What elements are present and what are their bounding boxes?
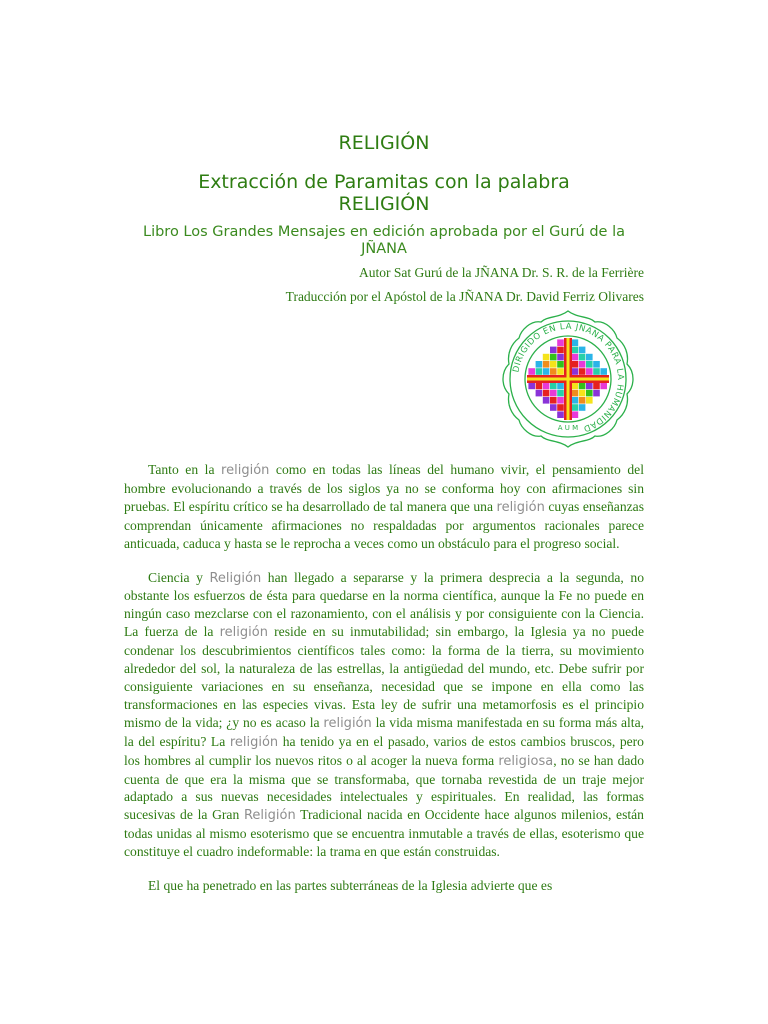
mosaic-tile (557, 397, 564, 404)
mosaic-tile (543, 390, 550, 397)
mosaic-tile (579, 404, 586, 411)
mosaic-tile (572, 339, 579, 346)
mosaic-tile (579, 368, 586, 375)
mosaic-tile (536, 368, 543, 375)
mosaic-tile (557, 347, 564, 354)
translation-line: Traducción por el Apóstol de la JÑANA Dr. David Ferriz Olivares (285, 289, 644, 304)
mosaic-tile (543, 354, 550, 361)
mosaic-tile (572, 347, 579, 354)
mosaic-tile (543, 397, 550, 404)
mosaic-tile (543, 383, 550, 390)
emblem-cross (527, 338, 609, 420)
mosaic-tile (586, 397, 593, 404)
mosaic-tile (536, 361, 543, 368)
paragraph-1: Tanto en la religión como en todas las líneas del humano vivir, el pensamiento del hombre evolucionando a través de los siglos ya no se conforma hoy con afirmaciones sin pruebas. El espíritu crítico se ha desarrollado de tal manera que una religión cuyas enseñanzas comprendan únicamente afirmaciones no respaldadas por argumentos racionales parece anticuada, caduca y hasta se le reprocha a veces como un obstáculo para el progreso social. (124, 462, 644, 551)
keyword-religion: religión (221, 463, 270, 478)
mosaic-tile (557, 383, 564, 390)
keyword-religion: religión (323, 715, 372, 731)
keyword-religion: religiosa (498, 753, 554, 769)
book-line-1: Libro Los Grandes Mensajes en edición aprobada por el Gurú de la (142, 224, 625, 240)
keyword-religion: religión (496, 499, 545, 515)
mosaic-tile (572, 383, 579, 390)
mosaic-tile (572, 397, 579, 404)
mosaic-tile (586, 390, 593, 397)
mosaic-tile (579, 361, 586, 368)
mosaic-tile (586, 361, 593, 368)
mosaic-tile (528, 368, 535, 375)
mosaic-tile (586, 368, 593, 375)
mosaic-tile (550, 383, 557, 390)
document-title: RELIGIÓN (338, 132, 430, 154)
mosaic-tile (600, 383, 607, 390)
paragraph-2: Ciencia y Religión han llegado a separarse y la primera desprecia a la segunda, no obstante los esfuerzos de ésta para quedarse en la norma científica, aunque la Fe no puede en ningún caso mezclarse con el razonamiento, con el análisis y por consiguiente con la Ciencia. La fuerza de la religión reside en su inmutabilidad; sin embargo, la Iglesia ya no puede condenar los descubrimientos científicos tales como: la forma de la tierra, su movimiento alrededor del sol, la naturaleza de las estrellas, la antigüedad del mundo, etc. Debe sufrir por consiguiente variaciones en su enseñanza, necesidad que se impone en ella como las transformaciones en las especies vivas. Esta ley de sufrir una metamorfosis es el principio mismo de la vida; ¿y no es acaso la religión la vida misma manifestada en su forma más alta, la del espíritu? La religión ha tenido ya en el pasado, varios de estos cambios bruscos, pero los hombres al cumplir los nuevos ritos o al acoger la nueva forma religiosa, no se han dado cuenta de que era la misma que se transformaba, que tornaba revestida de un traje mejor adaptado a sus nuevas necesidades intelectuales y espirituales. En realidad, las formas sucesivas de la Gran Religión Tradicional nacida en Occidente hace algunos milenios, están todas unidas al mismo esoterismo que se encuentra inmutable a través de ellas, esoterismo que constituye el cuadro indeformable: la trama en que están construidas. (124, 569, 645, 860)
mosaic-tile (586, 354, 593, 361)
mosaic-tile (572, 361, 579, 368)
mosaic-tile (550, 368, 557, 375)
mosaic-tile (543, 361, 550, 368)
mosaic-tile (579, 347, 586, 354)
mosaic-tile (579, 397, 586, 404)
jnana-emblem-logo (497, 308, 639, 450)
mosaic-tile (593, 368, 600, 375)
mosaic-tile (536, 390, 543, 397)
mosaic-tile (572, 390, 579, 397)
subtitle-line-2: RELIGIÓN (338, 193, 430, 215)
mosaic-tile (557, 390, 564, 397)
mosaic-tile (593, 383, 600, 390)
mosaic-tile (536, 383, 543, 390)
mosaic-tile (550, 361, 557, 368)
mosaic-tile (572, 411, 579, 418)
mosaic-tile (550, 347, 557, 354)
mosaic-tile (579, 390, 586, 397)
mosaic-tile (543, 368, 550, 375)
mosaic-tile (550, 390, 557, 397)
mosaic-tile (572, 368, 579, 375)
mosaic-tile (557, 368, 564, 375)
mosaic-tile (528, 383, 535, 390)
author-line: Autor Sat Gurú de la JÑANA Dr. S. R. de la Ferrière (359, 265, 644, 280)
mosaic-tile (550, 397, 557, 404)
mosaic-tile (593, 390, 600, 397)
body-text (124, 461, 644, 911)
keyword-religion: Religión (243, 808, 296, 824)
mosaic-tile (557, 404, 564, 411)
paragraph-3: El que ha penetrado en las partes subterráneas de la Iglesia advierte que es (148, 878, 553, 894)
mosaic-tile (557, 411, 564, 418)
keyword-religion: religión (219, 625, 268, 641)
keyword-religion: Religión (209, 570, 262, 586)
mosaic-tile (572, 354, 579, 361)
mosaic-tile (579, 383, 586, 390)
book-line-2: JÑANA (361, 241, 407, 257)
mosaic-tile (586, 383, 593, 390)
mosaic-tile (557, 361, 564, 368)
emblem-ring-text: DIRIGIDO EN LA JÑANA PARA LA HUMANIDAD (511, 321, 626, 434)
mosaic-tile (557, 339, 564, 346)
mosaic-tile (550, 404, 557, 411)
mosaic-tile (572, 404, 579, 411)
emblem-aum-text: A U M (557, 424, 579, 432)
mosaic-tile (579, 354, 586, 361)
keyword-religion: religión (229, 734, 279, 750)
mosaic-tile (550, 354, 557, 361)
mosaic-tile (593, 361, 600, 368)
subtitle-line-1: Extracción de Paramitas con la palabra (198, 171, 570, 193)
mosaic-tile (557, 354, 564, 361)
mosaic-tile (600, 368, 607, 375)
